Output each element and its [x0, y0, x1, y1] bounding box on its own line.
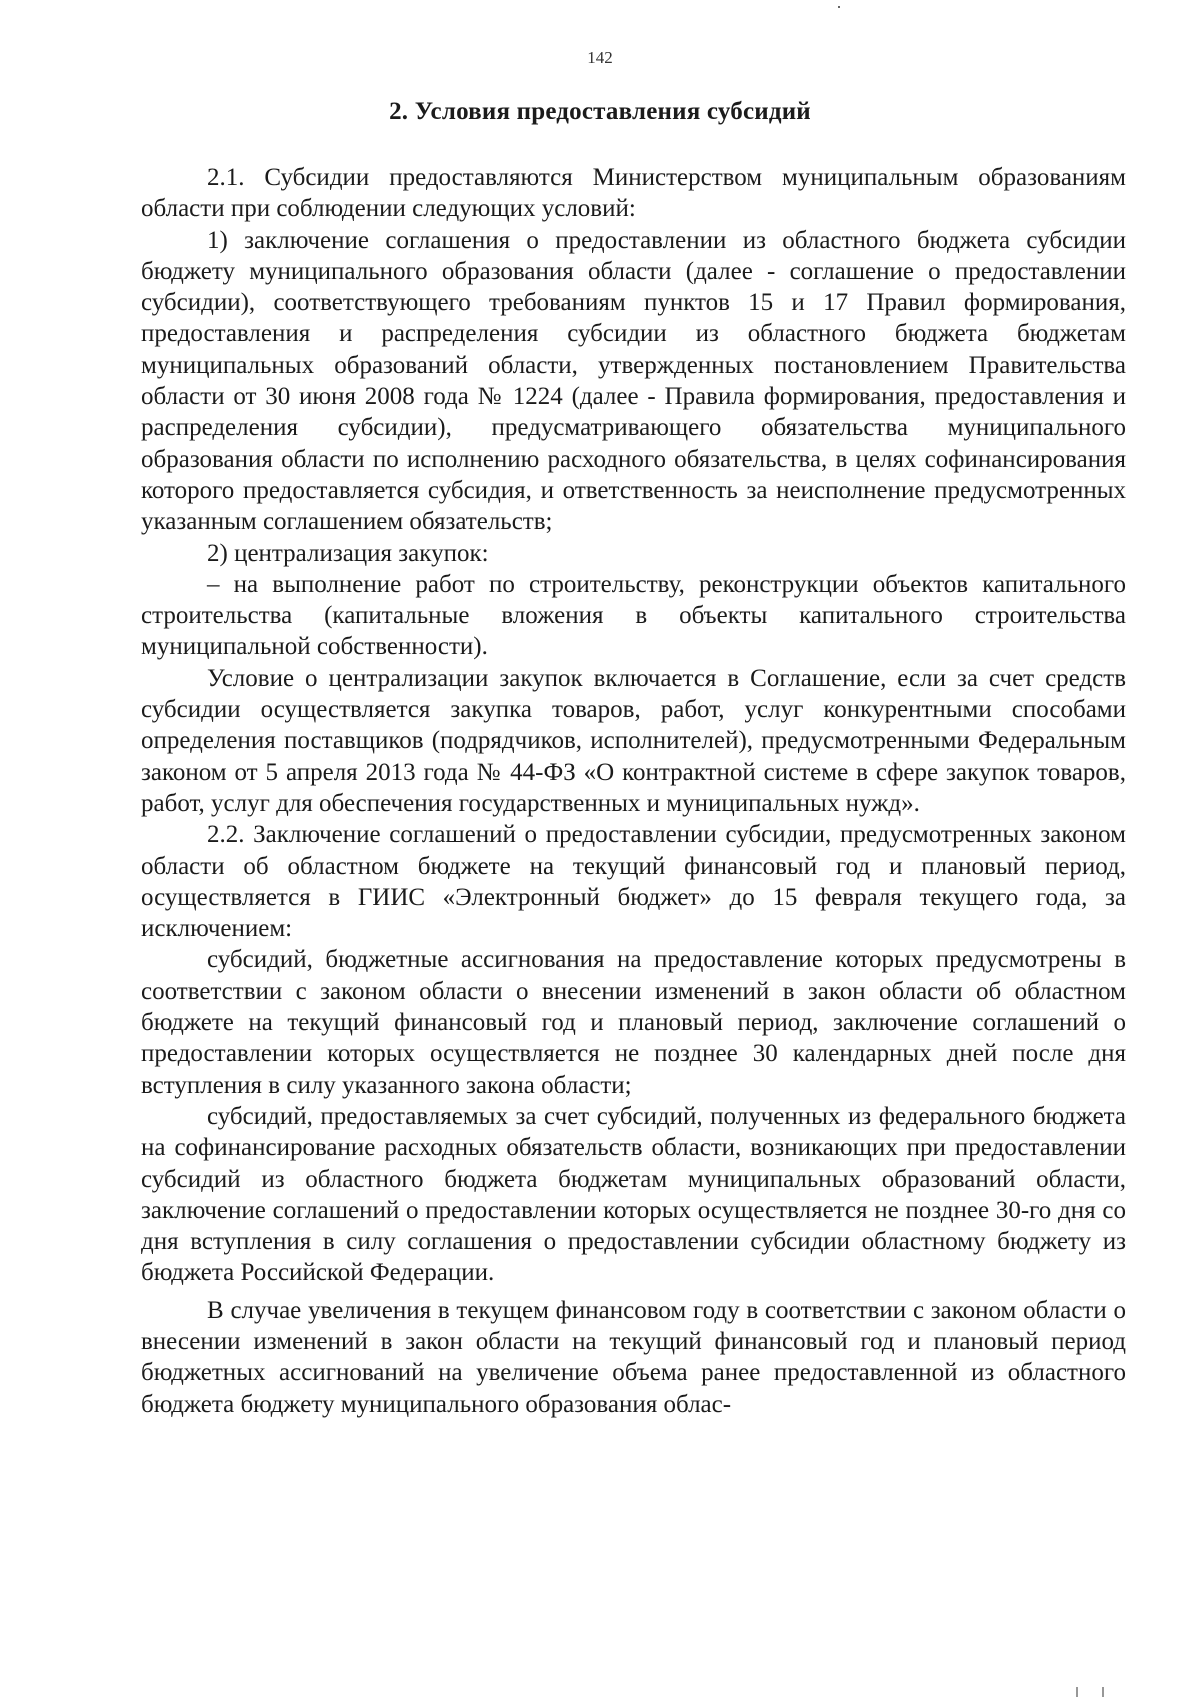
paragraph-condition-2: 2) централизация закупок: — [207, 539, 489, 567]
paragraph-condition-1: 1) заключение соглашения о предоставлении из областного бюджета субсидии бюджету муниципального образования области (далее - соглашение о предоставлении субсидии), соответствующего требованиям пунктов 15 и 17 Правил формирования, предоставления и распределения субсидии из областного бюджета бюджетам муниципальных образований области, утвержденных постановлением Правительства области от 30 июня 2008 года № 1224 (далее - Правила формирования, предоставления и распределения субсидии), предусматривающего обязательства муниципального образования области по исполнению расходного обязательства, в целях софинансирования которого предоставляется субсидия, и ответственность за неисполнение предусмотренных указанным соглашением обязательств; — [141, 226, 1126, 536]
section-title: 2. Условия предоставления субсидий — [389, 98, 811, 125]
paragraph-exception-1: субсидий, бюджетные ассигнования на предоставление которых предусмотрены в соответствии с законом области о внесении изменений в закон области об областном бюджете на текущий финансовый год и плановый период, заключение соглашений о предоставлении которых осуществляется не позднее 30 календарных дней после дня вступления в силу указанного закона области; — [141, 946, 1126, 1099]
page-number: 142 — [587, 48, 613, 67]
scan-edge-mark — [1076, 1687, 1104, 1697]
paragraph-exception-2: субсидий, предоставляемых за счет субсидий, полученных из федерального бюджета на софинансирование расходных обязательств области, возникающих при предоставлении субсидий из областного бюджета бюджетам муниципальных образований области, заключение соглашений о предоставлении которых осуществляется не позднее 30-го дня со дня вступления в силу соглашения о предоставлении субсидии областному бюджету из бюджета Российской Федерации. — [141, 1102, 1126, 1287]
paragraph-2-1: 2.1. Субсидии предоставляются Министерством муниципальным образованиям области при соблюдении следующих условий: — [141, 164, 1126, 223]
paragraph-centralization-condition: Условие о централизации закупок включается в Соглашение, если за счет средств субсидии осуществляется закупка товаров, работ, услуг конкурентными способами определения поставщиков (подрядчиков, исполнителей), предусмотренными Федеральным законом от 5 апреля 2013 года № 44-ФЗ «О контрактной системе в сфере закупок товаров, работ, услуг для обеспечения государственных и муниципальных нужд». — [141, 664, 1126, 817]
document-body — [141, 162, 1126, 1420]
paragraph-dash-item: – на выполнение работ по строительству, реконструкции объектов капитального строительства (капитальные вложения в объекты капитального строительства муниципальной собственности). — [141, 570, 1126, 661]
scan-artifact — [838, 6, 840, 8]
paragraph-increase-case: В случае увеличения в текущем финансовом году в соответствии с законом области о внесении изменений в закон области на текущий финансовый год и плановый период бюджетных ассигнований на увеличение объема ранее предоставленной из областного бюджета бюджету муниципального образования облас- — [141, 1296, 1126, 1418]
paragraph-2-2: 2.2. Заключение соглашений о предоставлении субсидии, предусмотренных законом области об областном бюджете на текущий финансовый год и плановый период, осуществляется в ГИИС «Электронный бюджет» до 15 февраля текущего года, за исключением: — [141, 821, 1126, 943]
